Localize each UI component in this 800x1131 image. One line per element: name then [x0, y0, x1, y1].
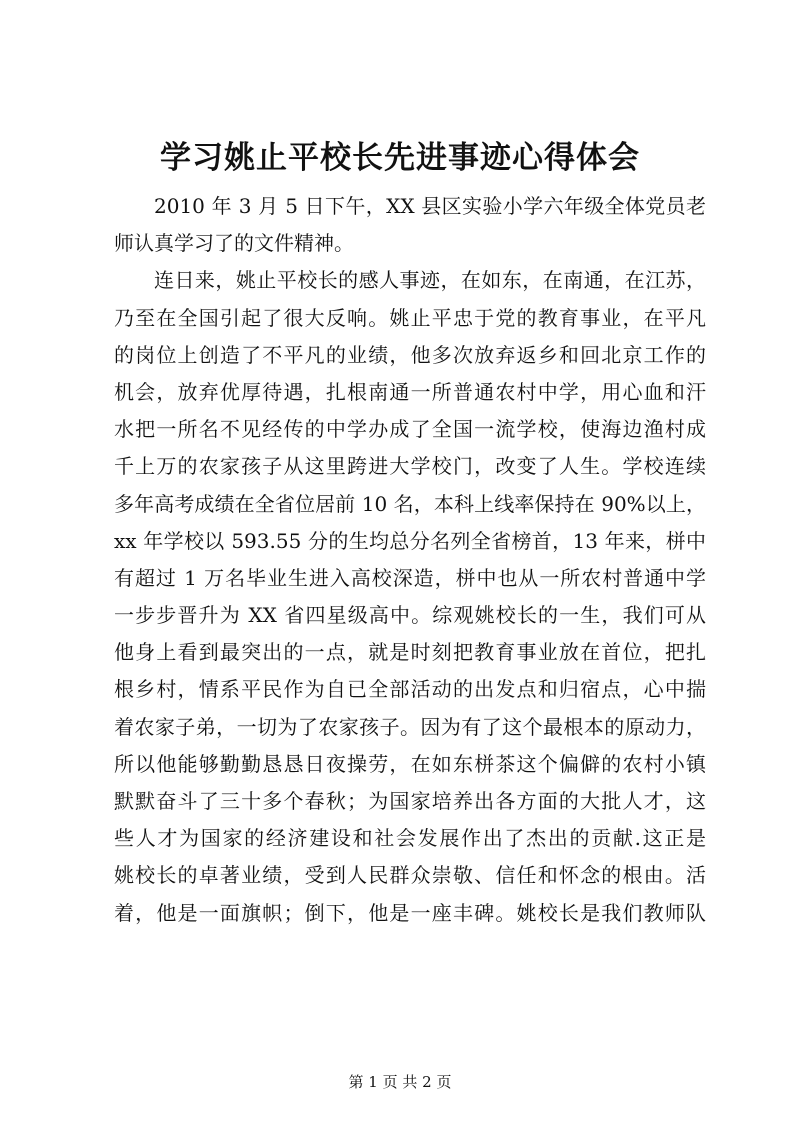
- paragraph-line: 水把一所名不见经传的中学办成了全国一流学校，使海边渔村成: [114, 417, 706, 442]
- paragraph-line: xx 年学校以 593.55 分的生均总分名列全省榜首，13 年来，栟中: [114, 528, 706, 553]
- paragraph-line: 有超过 1 万名毕业生进入高校深造，栟中也从一所农村普通中学: [114, 565, 706, 590]
- paragraph-line: 一步步晋升为 XX 省四星级高中。综观姚校长的一生，我们可从: [114, 603, 706, 628]
- paragraph-line: 所以他能够勤勤恳恳日夜操劳，在如东栟茶这个偏僻的农村小镇: [114, 751, 706, 776]
- paragraph-line: 姚校长的卓著业绩，受到人民群众崇敬、信任和怀念的根由。活: [114, 863, 706, 888]
- paragraph-line: 着，他是一面旗帜；倒下，他是一座丰碑。姚校长是我们教师队: [114, 900, 706, 925]
- paragraph-line: 连日来，姚止平校长的感人事迹，在如东，在南通，在江苏，: [154, 268, 706, 293]
- paragraph-line: 着农家子弟，一切为了农家孩子。因为有了这个最根本的原动力，: [114, 714, 706, 739]
- page-number-footer: 第 1 页 共 2 页: [348, 1073, 452, 1091]
- paragraph-line: 多年高考成绩在全省位居前 10 名，本科上线率保持在 90%以上，: [114, 491, 706, 516]
- paragraph-line: 根乡村，情系平民作为自已全部活动的出发点和归宿点，心中揣: [114, 677, 706, 702]
- paragraph-line: 千上万的农家孩子从这里跨进大学校门，改变了人生。学校连续: [114, 454, 706, 479]
- paragraph-line: 机会，放弃优厚待遇，扎根南通一所普通农村中学，用心血和汗: [114, 379, 706, 404]
- paragraph-line: 他身上看到最突出的一点，就是时刻把教育事业放在首位，把扎: [114, 640, 706, 665]
- document-body: [114, 188, 706, 932]
- document-title: 学习姚止平校长先进事迹心得体会: [160, 140, 640, 176]
- paragraph-line: 师认真学习了的文件精神。: [114, 231, 354, 256]
- paragraph-line: 些人才为国家的经济建设和社会发展作出了杰出的贡献.这正是: [114, 826, 706, 851]
- paragraph-line: 乃至在全国引起了很大反响。姚止平忠于党的教育事业，在平凡: [114, 305, 706, 330]
- paragraph-line: 2010 年 3 月 5 日下午，XX 县区实验小学六年级全体党员老: [154, 194, 706, 218]
- paragraph-line: 默默奋斗了三十多个春秋；为国家培养出各方面的大批人才，这: [114, 789, 706, 813]
- paragraph-line: 的岗位上创造了不平凡的业绩，他多次放弃返乡和回北京工作的: [114, 342, 706, 367]
